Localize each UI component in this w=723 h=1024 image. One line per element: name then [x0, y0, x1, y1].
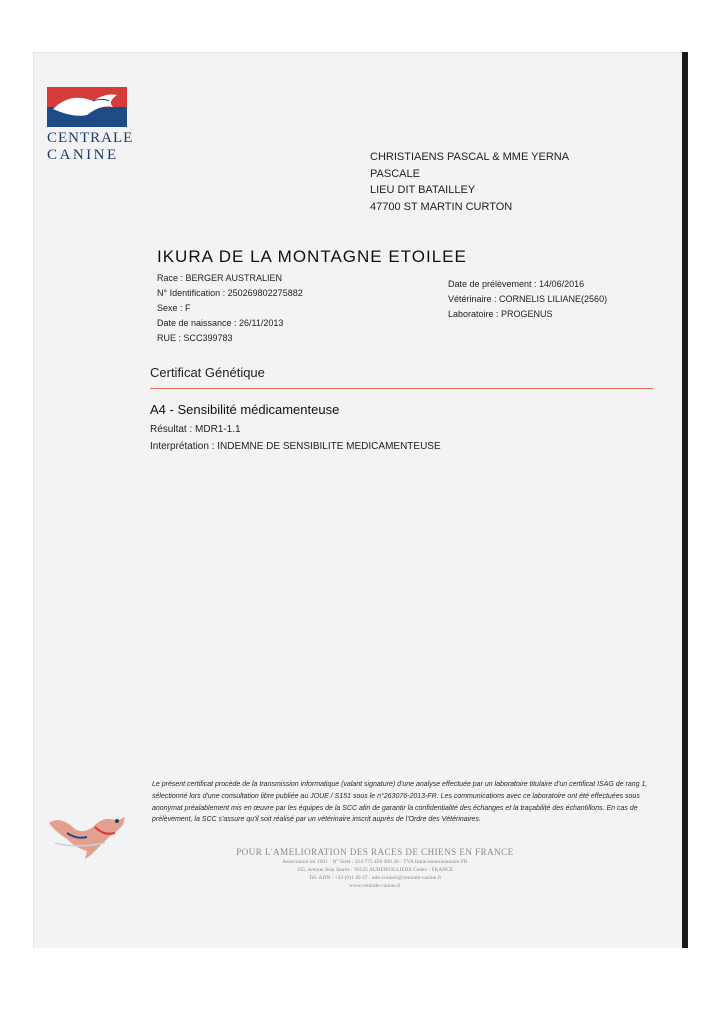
dog-details — [157, 271, 303, 346]
dog-identification: N° Identification : 250269802275882 — [157, 288, 303, 298]
dog-name: IKURA DE LA MONTAGNE ETOILEE — [157, 247, 467, 266]
owner-line: LIEU DIT BATAILLEY — [370, 184, 476, 196]
leaping-fox-illustration-icon — [45, 803, 133, 865]
sample-vet: Vétérinaire : CORNELIS LILIANE(2560) — [448, 294, 608, 304]
dog-sex: Sexe : F — [157, 303, 191, 313]
sample-date: Date de prélèvement : 14/06/2016 — [448, 279, 585, 289]
leaping-dog-logo-icon — [47, 87, 127, 127]
page-edge-shadow — [682, 52, 687, 948]
sample-details — [448, 277, 607, 322]
footer-address: 155, avenue Jean Jaurès · 93535 AUBERVILLIERS Cedex · FRANCE — [296, 867, 454, 873]
sample-lab: Laboratoire : PROGENUS — [448, 309, 553, 319]
logo-line-1: CENTRALE — [47, 130, 134, 146]
centrale-canine-logo — [47, 87, 134, 164]
owner-line: CHRISTIAENS PASCAL & MME YERNA — [370, 151, 570, 163]
legal-notice: Le présent certificat procède de la transmission informatique (valant signature) d'une analyse effectuée par un laboratoire titulaire d'un certificat ISAG de rang 1, sélectionné lors d'une consultation libre publiée au JOUE / S151 sous le n°263076-2013-FR. Les communications avec ce laboratoire ont été effectuées sous anonymat préalablement mis en œuvre par les équipes de la SCC afin de garantir la confidentialité des échanges et la traçabilité des échantillons. En cas de prélèvement, la SCC s'assure qu'il soit réalisé par un vétérinaire inscrit auprès de l'Ordre des Vétérinaires. — [152, 781, 648, 824]
test-results — [150, 421, 441, 455]
footer-registration: Association loi 1901 · N° Siret : 314 775 450 000 26 · TVA Intracommunautaire FR — [282, 859, 468, 865]
test-name: A4 - Sensibilité médicamenteuse — [150, 402, 340, 417]
test-result: Résultat : MDR1-1.1 — [150, 424, 241, 435]
dog-race: Race : BERGER AUSTRALIEN — [157, 273, 283, 283]
dog-birth-date: Date de naissance : 26/11/2013 — [157, 318, 284, 328]
footer-website: www.centrale-canine.fr — [349, 883, 401, 889]
dog-rue: RUE : SCC399783 — [157, 333, 233, 343]
owner-line: PASCALE — [370, 167, 420, 180]
title-divider — [150, 388, 653, 389]
footer — [200, 846, 550, 890]
logo-line-2: CANINE — [47, 147, 119, 163]
owner-address — [370, 149, 569, 215]
footer-contact: Tél. ADN : +33 (0)1 49 37 · adn-contact@centrale-canine.fr — [308, 875, 442, 881]
footer-motto: POUR L'AMELIORATION DES RACES DE CHIENS EN FRANCE — [236, 847, 514, 857]
owner-line: 47700 ST MARTIN CURTON — [370, 200, 513, 213]
certificate-title: Certificat Génétique — [150, 365, 265, 380]
test-interpretation: Interprétation : INDEMNE DE SENSIBILITE MEDICAMENTEUSE — [150, 441, 441, 452]
